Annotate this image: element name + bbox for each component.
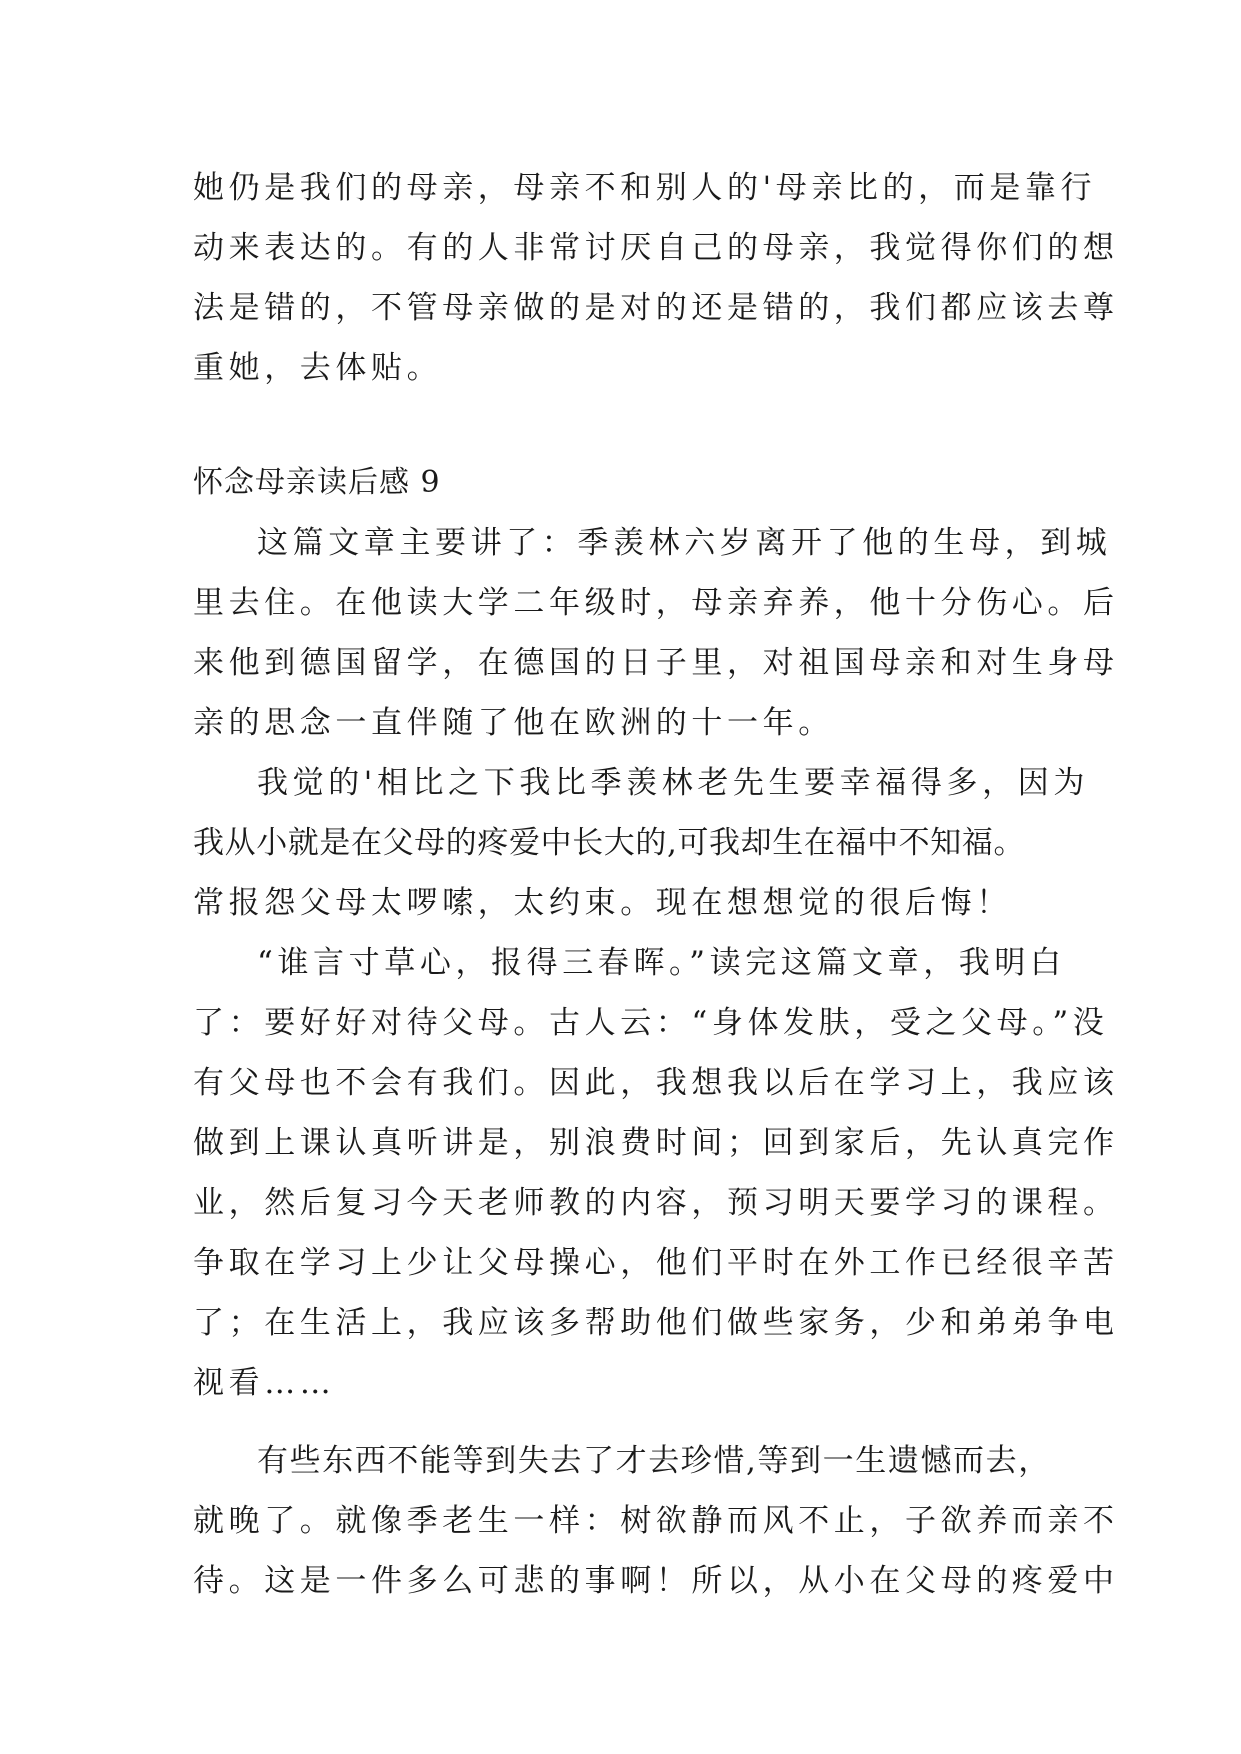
text-line: 常报怨父母太啰嗦，太约束。现在想想觉的很后悔！ [193,885,1012,921]
opening-paragraph [193,158,1119,398]
text-line: 了；在生活上，我应该多帮助他们做些家务，少和弟弟争电 [193,1305,1119,1341]
text-line: 重她，去体贴。 [193,350,443,386]
text-line: “谁言寸草心，报得三春晖。”读完这篇文章，我明白 [257,945,1066,981]
text-line: 了：要好好对待父母。古人云：“身体发肤，受之父母。”没 [193,1005,1109,1041]
text-line: 她仍是我们的母亲，母亲不和别人的'母亲比的，而是靠行 [193,170,1097,206]
text-line: 视看…… [193,1365,336,1401]
paragraph-1 [193,513,1119,753]
paragraph-spacer [193,1413,1053,1431]
text-line: 有父母也不会有我们。因此，我想我以后在学习上，我应该 [193,1065,1119,1101]
text-line: 业，然后复习今天老师教的内容，预习明天要学习的课程。 [193,1185,1119,1221]
text-line: 来他到德国留学，在德国的日子里，对祖国母亲和对生身母 [193,645,1119,681]
section-title: 怀念母亲读后感 9 [193,465,441,500]
text-line: 我觉的'相比之下我比季羡林老先生要幸福得多，因为 [257,765,1089,801]
text-line: 这篇文章主要讲了：季羡林六岁离开了他的生母，到城 [257,525,1112,561]
text-line: 我从小就是在父母的疼爱中长大的,可我却生在福中不知福。 [193,825,1026,861]
paragraph-2 [193,753,1089,933]
text-line: 争取在学习上少让父母操心，他们平时在外工作已经很辛苦 [193,1245,1119,1281]
text-line: 里去住。在他读大学二年级时，母亲弃养，他十分伤心。后 [193,585,1119,621]
essay-section [193,453,1119,1611]
paragraph-3 [193,933,1119,1413]
text-line: 亲的思念一直伴随了他在欧洲的十一年。 [193,705,834,741]
text-line: 法是错的，不管母亲做的是对的还是错的，我们都应该去尊 [193,290,1119,326]
text-line: 做到上课认真听讲是，别浪费时间；回到家后，先认真完作 [193,1125,1119,1161]
text-line: 待。这是一件多么可悲的事啊！所以，从小在父母的疼爱中 [193,1563,1119,1599]
text-line: 有些东西不能等到失去了才去珍惜,等到一生遗憾而去， [257,1443,1051,1479]
paragraph-4 [193,1431,1119,1611]
text-line: 就晚了。就像季老生一样：树欲静而风不止，子欲养而亲不 [193,1503,1119,1539]
text-line: 动来表达的。有的人非常讨厌自己的母亲，我觉得你们的想 [193,230,1119,266]
